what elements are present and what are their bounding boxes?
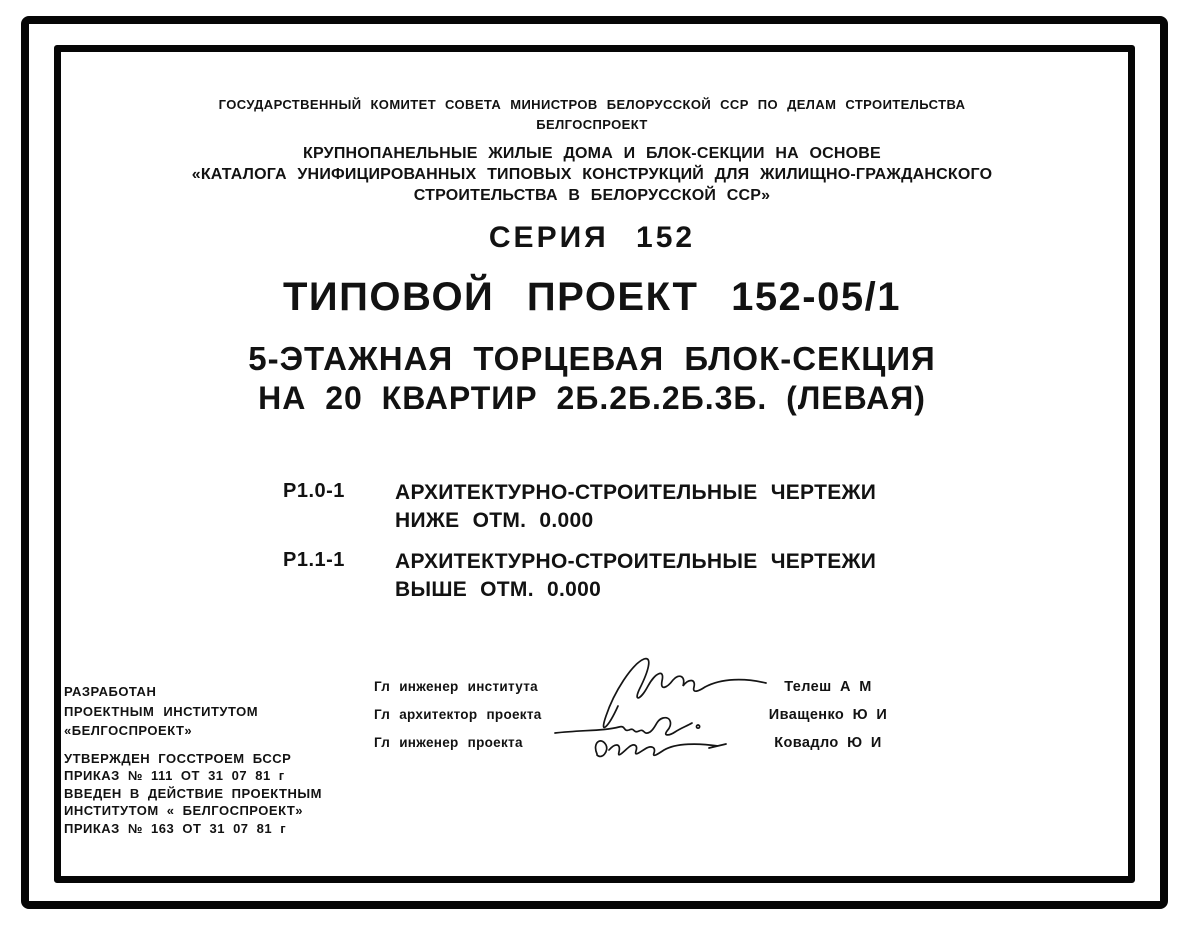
- signature-name: Иващенко Ю И: [768, 707, 888, 723]
- album-title-line2: НИЖЕ ОТМ. 0.000: [395, 509, 594, 532]
- signature-name: Ковадло Ю И: [774, 735, 882, 751]
- signature-stroke-2-dot: [696, 725, 699, 728]
- project-title: ТИПОВОЙ ПРОЕКТ 152-05/1: [283, 275, 901, 319]
- signature-roles: [374, 679, 542, 763]
- album-title-line2: ВЫШЕ ОТМ. 0.000: [395, 578, 602, 601]
- project-subtitle-line2: НА 20 КВАРТИР 2Б.2Б.2Б.3Б. (ЛЕВАЯ): [258, 380, 926, 416]
- album-code: Р1.0-1: [283, 480, 345, 502]
- approval-block: [64, 682, 324, 837]
- handwritten-signatures: [552, 648, 777, 768]
- album-title: [395, 479, 876, 535]
- album-title-line1: АРХИТЕКТУРНО-СТРОИТЕЛЬНЫЕ ЧЕРТЕЖИ: [395, 550, 877, 573]
- approved-line: ИНСТИТУТОМ « БЕЛГОСПРОЕКТ»: [64, 803, 304, 818]
- project-subtitle-line1: 5-ЭТАЖНАЯ ТОРЦЕВАЯ БЛОК-СЕКЦИЯ: [248, 340, 936, 377]
- drawings-list: [283, 479, 876, 617]
- album-title: [395, 548, 876, 604]
- subject-line3: СТРОИТЕЛЬСТВА В БЕЛОРУССКОЙ ССР»: [413, 187, 771, 204]
- developed-line: ПРОЕКТНЫМ ИНСТИТУТОМ: [64, 703, 259, 719]
- signature-stroke-3: [596, 741, 726, 757]
- approved-line: ПРИКАЗ № 111 ОТ 31 07 81 г: [64, 768, 285, 783]
- signature-role: Гл архитектор проекта: [374, 707, 542, 722]
- signature-name: Телеш А М: [784, 679, 872, 695]
- subject-line2: «КАТАЛОГА УНИФИЦИРОВАННЫХ ТИПОВЫХ КОНСТРУКЦИЙ ДЛЯ ЖИЛИЩНО-ГРАЖДАНСКОГО: [191, 166, 993, 183]
- developed-line: РАЗРАБОТАН: [64, 684, 157, 699]
- signature-role: Гл инженер проекта: [374, 735, 523, 750]
- subject-line1: КРУПНОПАНЕЛЬНЫЕ ЖИЛЫЕ ДОМА И БЛОК-СЕКЦИИ НА ОСНОВЕ: [303, 145, 881, 162]
- org-name-line1: ГОСУДАРСТВЕННЫЙ КОМИТЕТ СОВЕТА МИНИСТРОВ БЕЛОРУССКОЙ ССР ПО ДЕЛАМ СТРОИТЕЛЬСТВА: [218, 97, 966, 112]
- series-title: СЕРИЯ 152: [488, 221, 696, 254]
- album-code: Р1.1-1: [283, 549, 345, 571]
- list-item: [283, 479, 876, 535]
- developed-line: «БЕЛГОСПРОЕКТ»: [64, 723, 193, 738]
- list-item: [283, 548, 876, 604]
- album-title-line1: АРХИТЕКТУРНО-СТРОИТЕЛЬНЫЕ ЧЕРТЕЖИ: [395, 481, 877, 504]
- signature-names: [758, 679, 898, 763]
- signature-stroke-1: [604, 659, 766, 728]
- approved-line: ПРИКАЗ № 163 ОТ 31 07 81 г: [64, 820, 287, 836]
- approved-line: УТВЕРЖДЕН ГОССТРОЕМ БССР: [64, 750, 292, 766]
- approved-line: ВВЕДЕН В ДЕЙСТВИЕ ПРОЕКТНЫМ: [64, 785, 322, 801]
- org-name-line2: БЕЛГОСПРОЕКТ: [536, 117, 648, 132]
- signature-stroke-2: [555, 718, 692, 735]
- signature-role: Гл инженер института: [374, 679, 538, 694]
- spacer: [64, 741, 324, 750]
